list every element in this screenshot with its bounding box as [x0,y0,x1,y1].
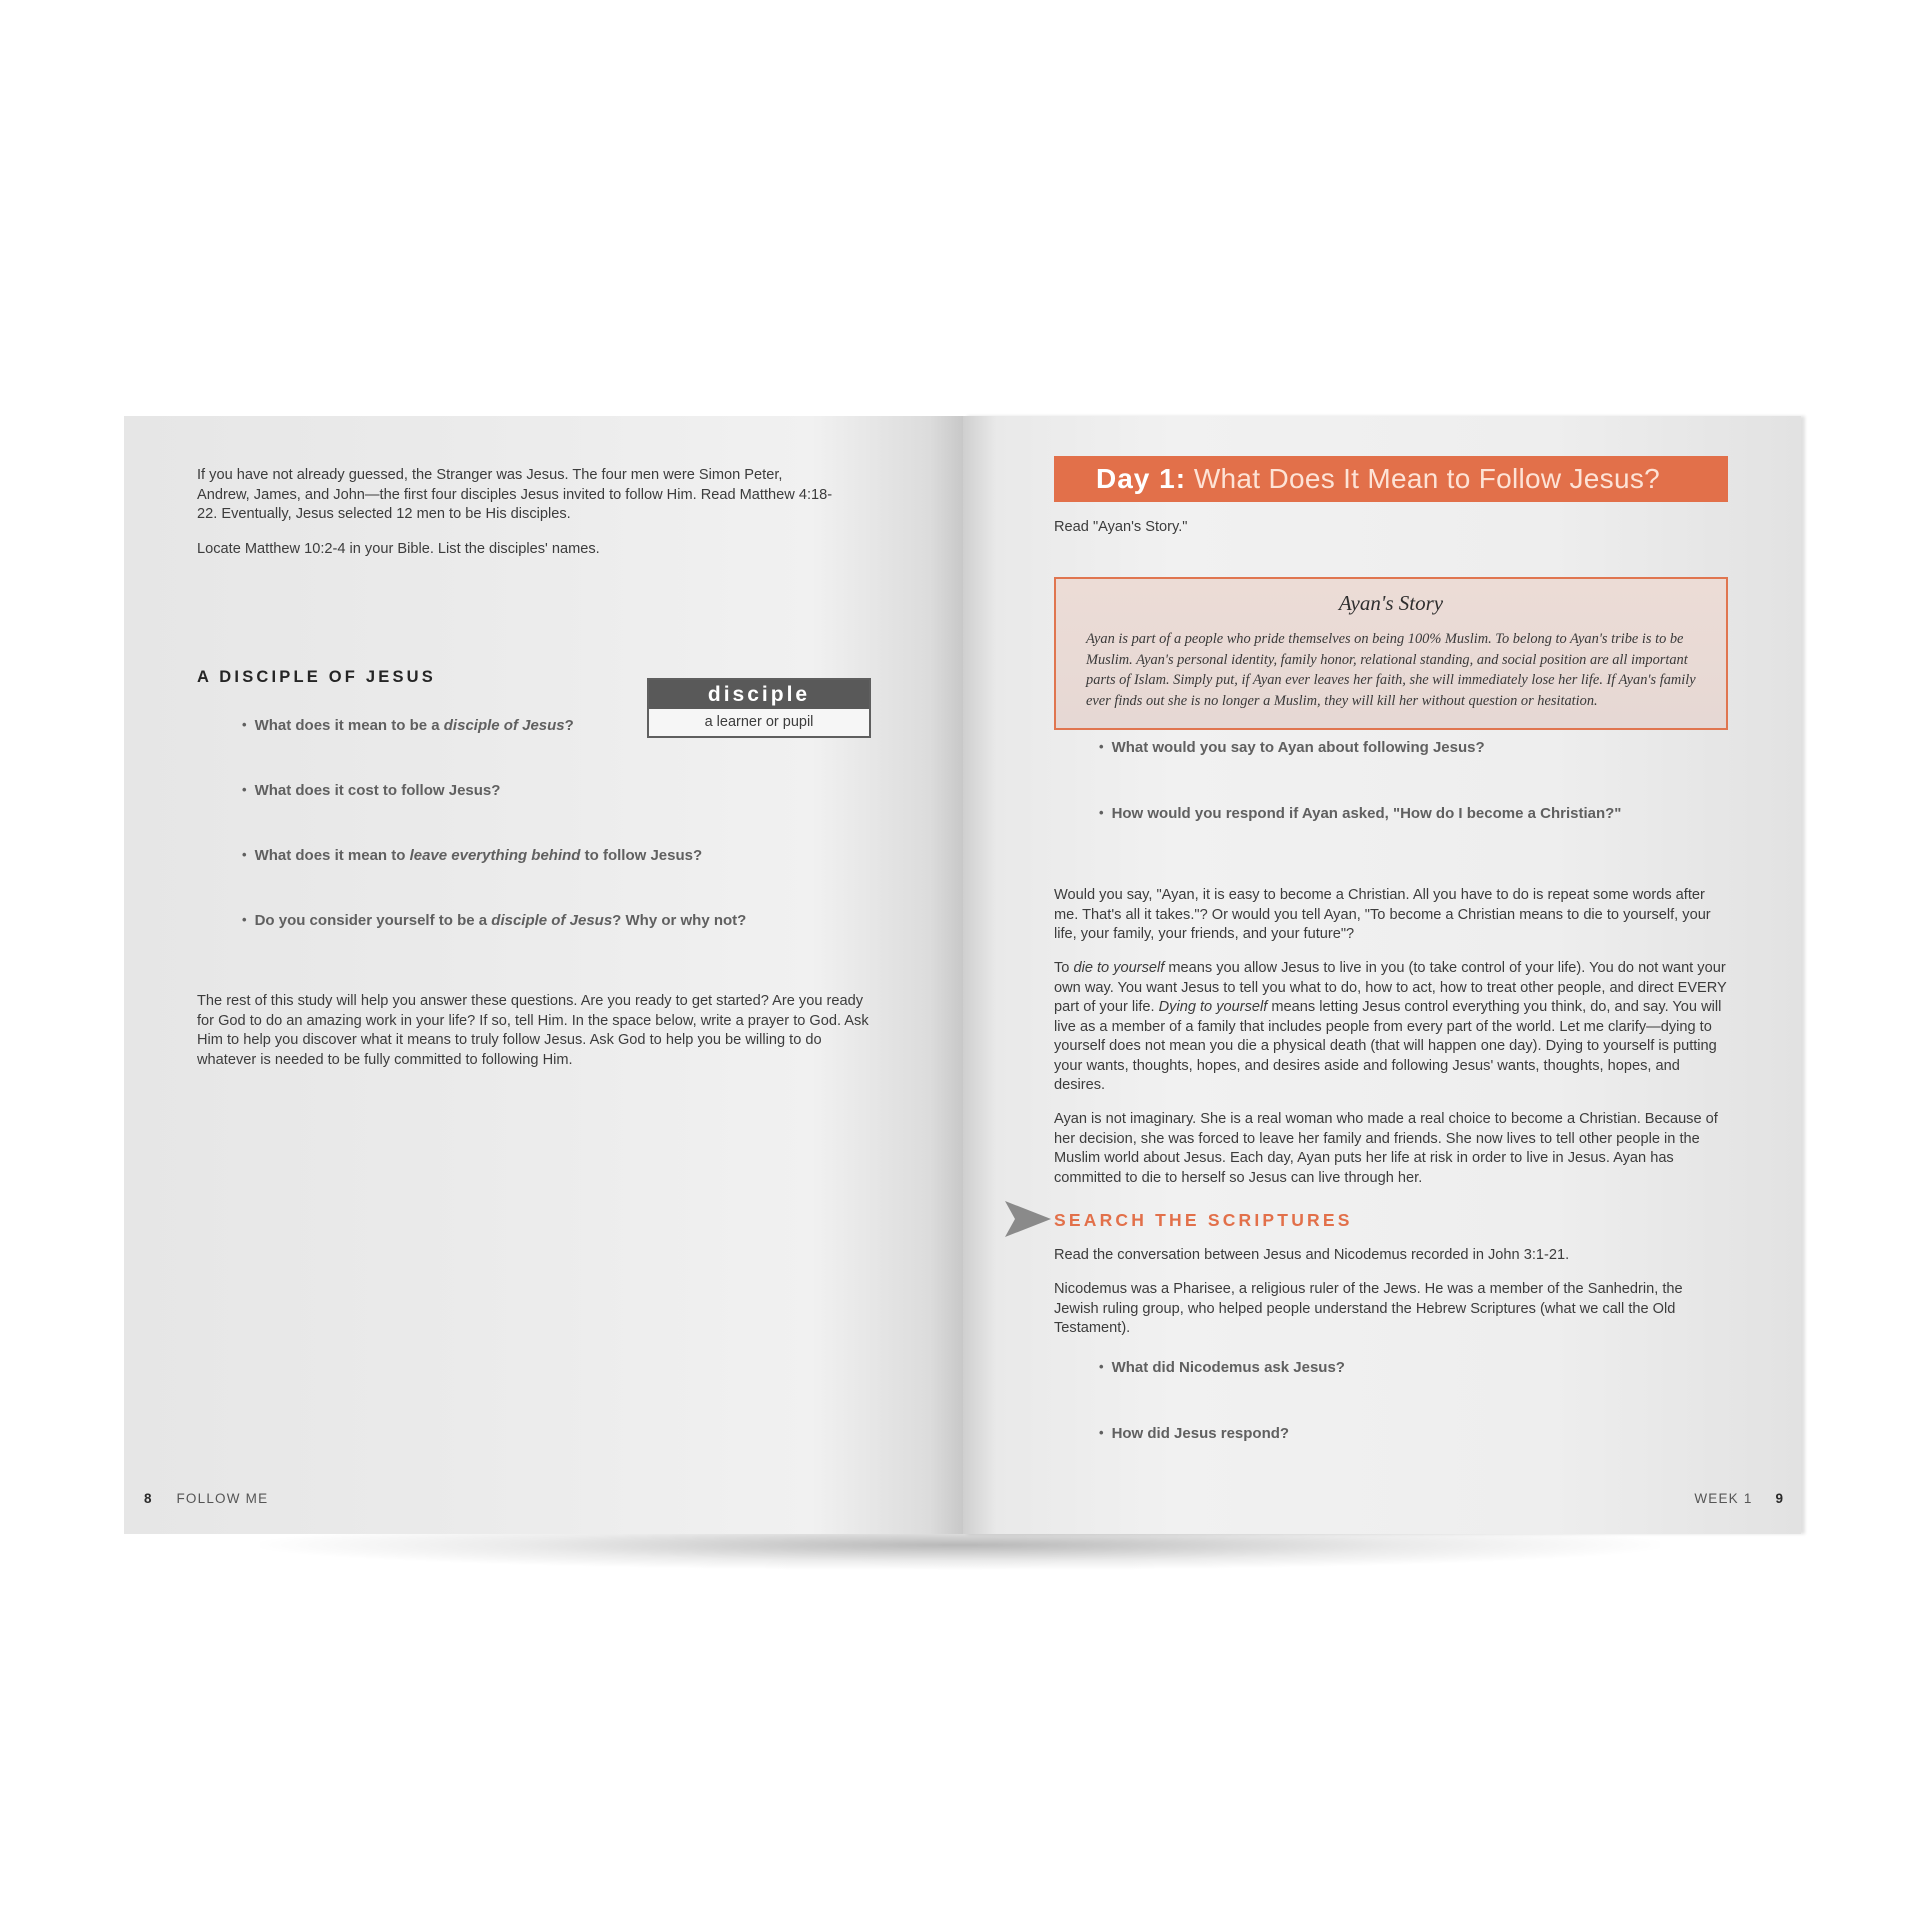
day-label: Day 1: [1096,463,1187,494]
closing-paragraph: The rest of this study will help you answer these questions. Are you ready to get started? Are you ready for God to do an amazing work in your life? If so, tell Him. In the space below, write a prayer to God. Ask Him to help you discover what it means to truly follow Jesus. Ask God to help you be willing to do whatever is needed to be fully committed to following Him. [197,993,869,1068]
story-text: Ayan is part of a people who pride themselves on being 100% Muslim. To belong to Ayan's tribe is to be Muslim. Ayan's personal identity, family honor, relational standing, and social position are all important parts of Islam. Simply put, if Ayan ever leaves her faith, she will immediately lose her life. If Ayan's family ever finds out she is no longer a Muslim, they will kill her without question or hesitation. [1086,631,1696,709]
bullet-icon: • [242,782,247,797]
running-title: FOLLOW ME [176,1491,269,1506]
section-title: A DISCIPLE OF JESUS [197,668,436,686]
left-footer [144,1491,268,1506]
bullet-icon: • [1099,739,1104,754]
bullet-icon: • [1099,1359,1104,1374]
story-question: • What would you say to Ayan about following Jesus? [1099,739,1485,756]
paragraph-would-you-say: Would you say, "Ayan, it is easy to become a Christian. All you have to do is repeat some words after me. That's all it takes."? Or would you tell Ayan, "To become a Christian means to die to yourself, your life, your family, your friends, and your future"? [1054,887,1711,942]
nicodemus-question: • How did Jesus respond? [1099,1425,1290,1442]
definition-meaning: a learner or pupil [704,714,814,730]
page-number: 8 [144,1491,152,1506]
bullet-icon: • [1099,1425,1104,1440]
nicodemus-question: • What did Nicodemus ask Jesus? [1099,1359,1345,1376]
question-item: • Do you consider yourself to be a disciple of Jesus? Why or why not? [242,912,747,929]
paragraph-die-to-yourself: To die to yourself means you allow Jesus to live in you (to take control of your life). You do not want your own way. You want Jesus to tell you what to do, how to act, how to treat other people, and direct EVERY part of your life. Dying to yourself means letting Jesus control everything you think, do, and say. You will live as a member of a family that includes people from every part of the world. Let me clarify—dying to yourself does not mean you die a physical death (that will happen one day). Dying to yourself is putting your wants, thoughts, hopes, and desires aside and following Jesus' wants, thoughts, hopes, and desires. [1054,960,1727,1093]
day-banner [1054,456,1728,502]
running-title: WEEK 1 [1694,1491,1753,1506]
right-page [963,416,1801,1534]
arrow-pointer-icon [1003,1199,1053,1239]
intro-paragraph: If you have not already guessed, the Stranger was Jesus. The four men were Simon Peter, Andrew, James, and John—the first four disciples Jesus invited to follow Him. Read Matthew 4:18-22. Eventually, Jesus selected 12 men to be His disciples. [197,467,833,522]
search-heading: SEARCH THE SCRIPTURES [1054,1210,1353,1230]
bullet-icon: • [242,847,247,862]
question-item: • What does it mean to be a disciple of Jesus? [242,717,574,734]
question-item: • What does it cost to follow Jesus? [242,782,501,799]
question-item: • What does it mean to leave everything behind to follow Jesus? [242,847,703,864]
nicodemus-paragraph: Nicodemus was a Pharisee, a religious ruler of the Jews. He was a member of the Sanhedrin, the Jewish ruling group, who helped people understand the Hebrew Scriptures (what we call the Old Testament). [1054,1281,1683,1336]
search-instruction: Read the conversation between Jesus and Nicodemus recorded in John 3:1-21. [1054,1247,1570,1263]
bullet-icon: • [242,912,247,927]
bullet-icon: • [242,717,247,732]
story-question: • How would you respond if Ayan asked, "How do I become a Christian?" [1099,805,1622,822]
definition-term: disciple [649,680,869,709]
right-footer [1694,1491,1783,1506]
story-box [1054,577,1728,730]
locate-instruction: Locate Matthew 10:2-4 in your Bible. List the disciples' names. [197,541,600,557]
day-title: What Does It Mean to Follow Jesus? [1193,463,1660,494]
definition-box [647,678,871,738]
left-page [124,416,963,1534]
paragraph-ayan-real: Ayan is not imaginary. She is a real woman who made a real choice to become a Christian. Because of her decision, she was forced to leave her family and friends. She now lives to tell other people in the Muslim world about Jesus. Each day, Ayan puts her life at risk in order to live in Jesus. Ayan has committed to die to herself so Jesus can live through her. [1054,1111,1718,1186]
bullet-icon: • [1099,805,1104,820]
page-number: 9 [1775,1491,1783,1506]
story-title: Ayan's Story [1338,591,1444,615]
read-instruction: Read "Ayan's Story." [1054,519,1188,535]
